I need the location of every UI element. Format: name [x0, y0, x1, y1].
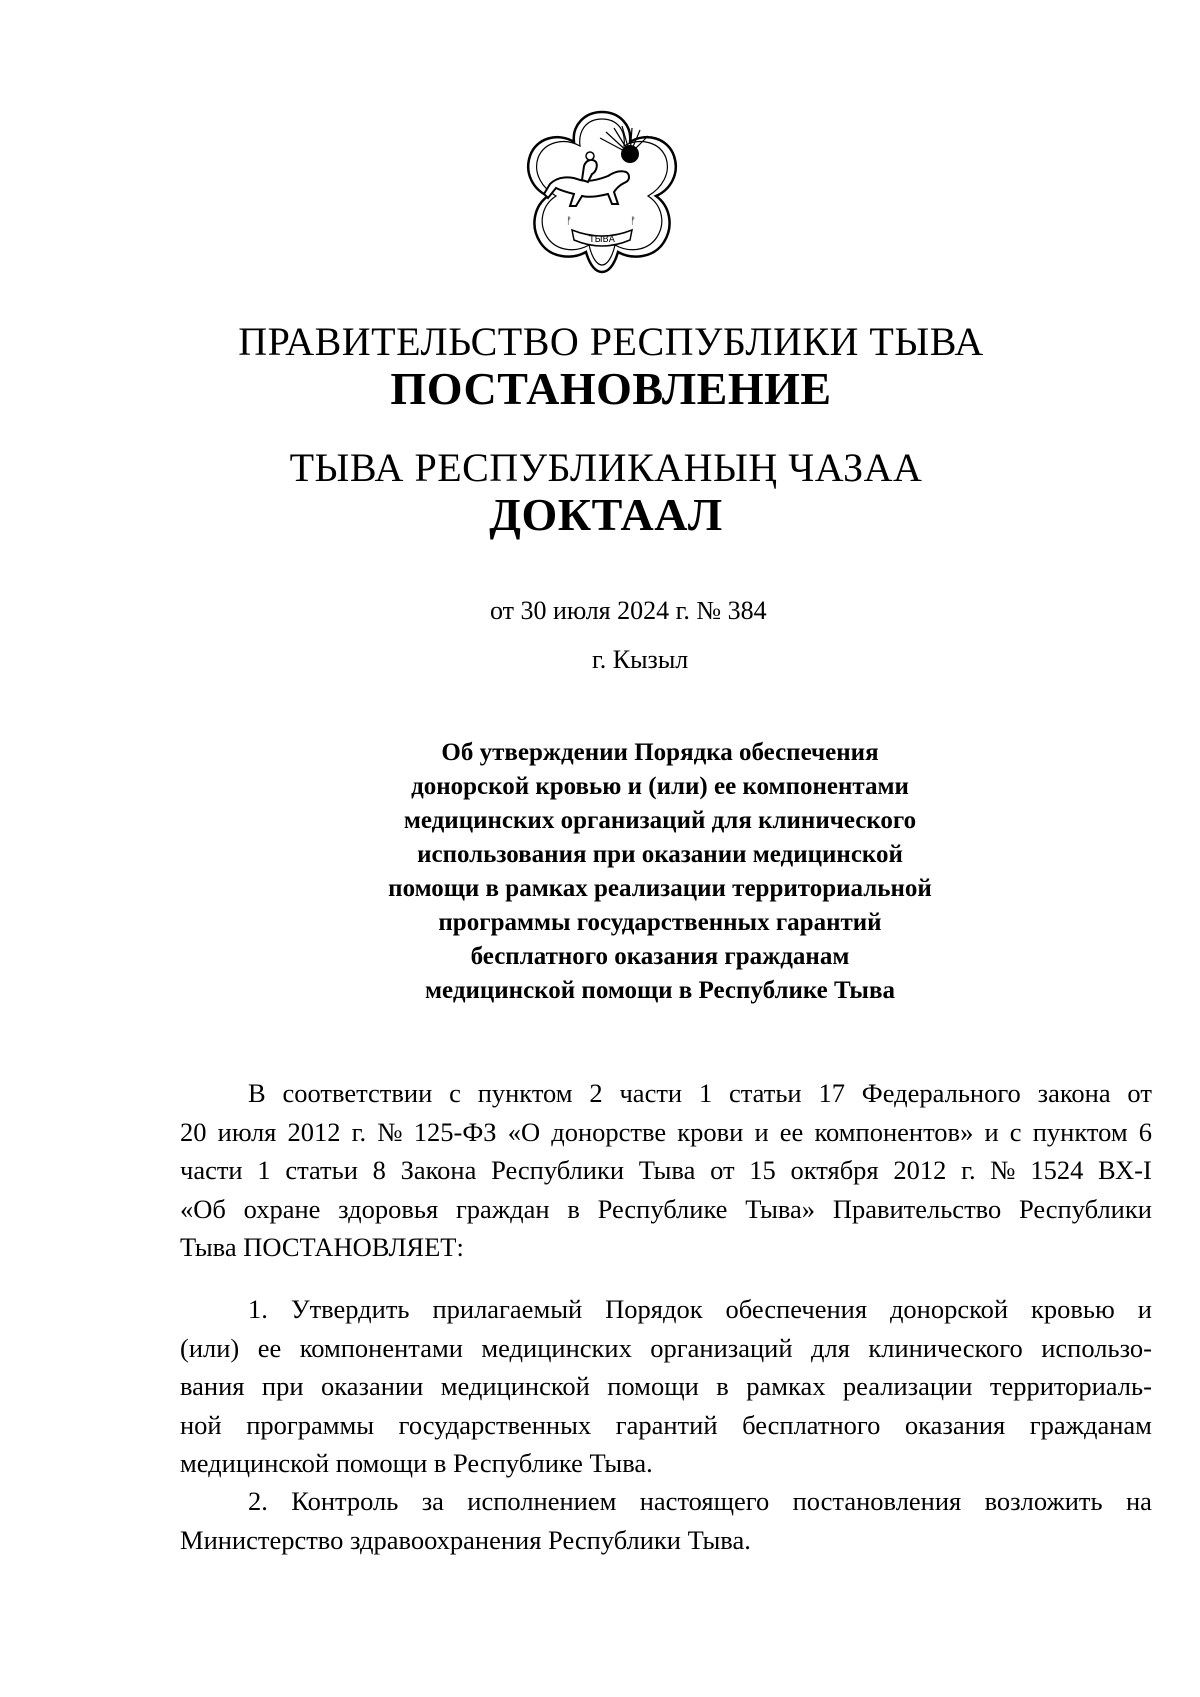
subject-line: программы государственных гарантий — [438, 909, 882, 936]
preamble-line: части 1 статьи 8 Закона Республики Тыва от 15 октября 2012 г. № 1524 ВХ-I — [180, 1155, 1152, 1185]
preamble-line: Тыва ПОСТАНОВЛЯЕТ: — [180, 1232, 464, 1262]
item-line: медицинской помощи в Республике Тыва. — [180, 1448, 653, 1478]
preamble-line: В соответствии с пунктом 2 части 1 статьи 17 Федерального закона от — [248, 1078, 1152, 1108]
government-name-tv: ТЫВА РЕСПУБЛИКАНЫҢ ЧАЗАА — [289, 445, 923, 490]
emblem — [514, 106, 690, 274]
subject-line: медицинской помощи в Республике Тыва — [425, 977, 895, 1004]
item-line: ной программы государственных гарантий бесплатного оказания гражданам — [180, 1409, 1152, 1440]
government-name-ru: ПРАВИТЕЛЬСТВО РЕСПУБЛИКИ ТЫВА — [238, 319, 984, 364]
preamble-line: «Об охране здоровья граждан в Республике Тыва» Правительство Республики — [180, 1193, 1152, 1224]
subject-line: помощи в рамках реализации территориальной — [388, 875, 932, 902]
subject-line: медицинских организаций для клинического — [403, 807, 917, 834]
resolution-item-1 — [180, 1290, 1152, 1483]
document-date-number: от 30 июля 2024 г. № 384 — [490, 596, 767, 625]
tuva-coat-of-arms-icon — [514, 106, 690, 274]
svg-text:ᚠ: ᚠ — [630, 216, 636, 227]
item-line: 1. Утвердить прилагаемый Порядок обеспечения донорской кровью и — [248, 1294, 1152, 1324]
preamble-line: 20 июля 2012 г. № 125-ФЗ «О донорстве крови и ее компонентов» и с пунктом 6 — [180, 1116, 1152, 1147]
subject-line: бесплатного оказания гражданам — [470, 943, 850, 970]
preamble-paragraph — [180, 1074, 1152, 1267]
item-line: Министерство здравоохранения Республики Тыва. — [180, 1524, 751, 1555]
item-line: вания при оказании медицинской помощи в рамках реализации территориаль- — [180, 1371, 1152, 1401]
document-city: г. Кызыл — [592, 645, 689, 674]
document-type-ru: ПОСТАНОВЛЕНИЕ — [390, 363, 832, 414]
document-subject — [330, 736, 990, 1008]
item-line: (или) ее компонентами медицинских организаций для клинического использо- — [180, 1332, 1152, 1363]
subject-line: Об утверждении Порядка обеспечения — [441, 739, 879, 766]
subject-line: донорской кровью и (или) ее компонентами — [411, 773, 909, 800]
resolution-item-2 — [180, 1482, 1152, 1559]
subject-line: использования при оказании медицинской — [417, 841, 903, 868]
svg-text:ᚠ: ᚠ — [566, 216, 572, 227]
svg-text:ТЫВА: ТЫВА — [589, 235, 615, 245]
document-type-tv: ДОКТААЛ — [489, 489, 723, 540]
item-line: 2. Контроль за исполнением настоящего постановления возложить на — [248, 1486, 1152, 1516]
